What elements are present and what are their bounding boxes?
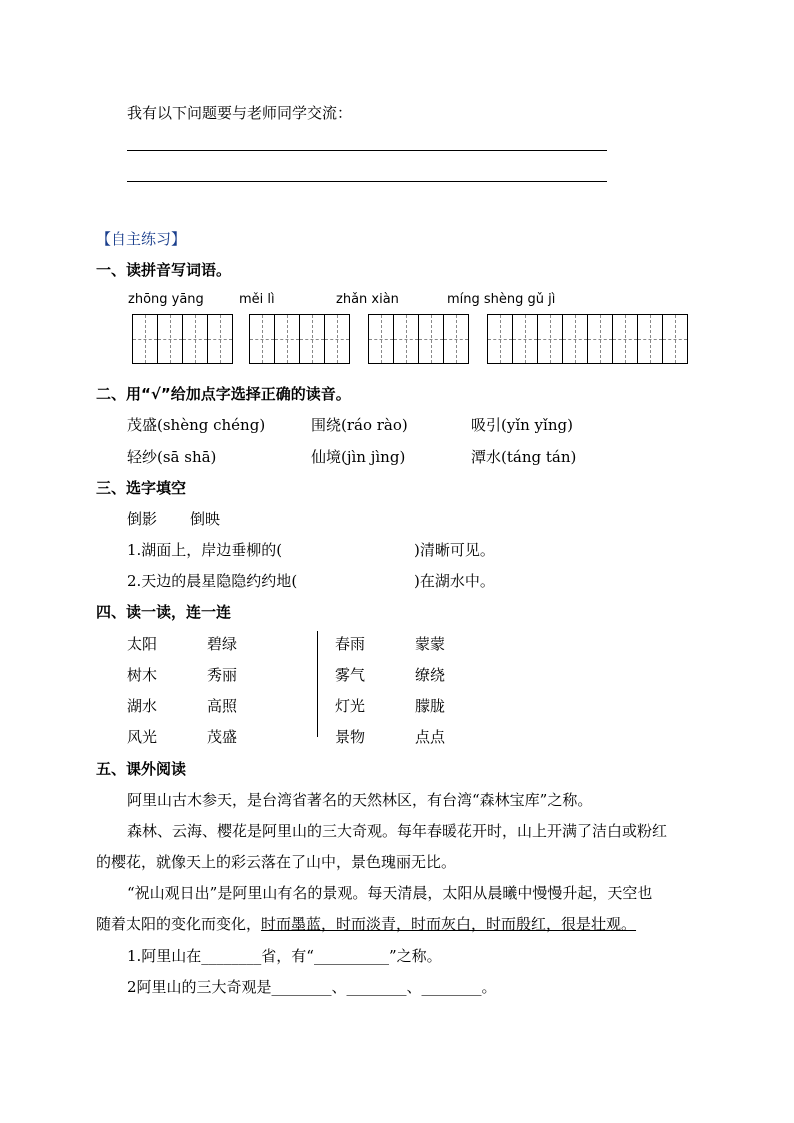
pinyin-1: zhōng yāng [128, 292, 204, 307]
reading-paragraph-2-line-1: 森林、云海、樱花是阿里山的三大奇观。每年春暖花开时，山上开满了洁白或粉红 [127, 822, 668, 840]
reading-paragraph-1: 阿里山古木参天，是台湾省著名的天然林区，有台湾“森林宝库”之称。 [127, 791, 593, 809]
match-word[interactable]: 缭绕 [415, 666, 446, 684]
question-prompt: 我有以下问题要与老师同学交流： [127, 104, 353, 122]
match-word[interactable]: 湖水 [127, 697, 158, 715]
question-5-title: 五、课外阅读 [96, 760, 187, 778]
word-option: 倒影 [127, 510, 158, 528]
reading-paragraph-3-line-2 [96, 913, 636, 934]
question-2-title: 二、用“√”给加点字选择正确的读音。 [96, 385, 351, 403]
pinyin-2: měi lì [239, 292, 275, 307]
match-word[interactable]: 太阳 [127, 635, 158, 653]
paragraph-text: 随着太阳的变化而变化， [96, 915, 262, 933]
reading-option[interactable]: 围绕(ráo rào) [311, 416, 408, 434]
writing-grid-2[interactable] [249, 314, 350, 364]
match-word[interactable]: 树木 [127, 666, 158, 684]
match-word[interactable]: 茂盛 [207, 728, 238, 746]
match-word[interactable]: 高照 [207, 697, 238, 715]
match-word[interactable]: 蒙蒙 [415, 635, 446, 653]
writing-grid-3[interactable] [368, 314, 469, 364]
sentence-2-start: 2.天边的晨星隐隐约约地( [127, 572, 298, 590]
reading-paragraph-3-line-1: “祝山观日出”是阿里山有名的景观。每天清晨，太阳从晨曦中慢慢升起，天空也 [127, 884, 653, 902]
sentence-1-start: 1.湖面上，岸边垂柳的( [127, 541, 283, 559]
section-title: 【自主练习】 [96, 230, 187, 248]
question-3-title: 三、选字填空 [96, 479, 187, 497]
reading-question-1[interactable]: 1.阿里山在________省，有“__________”之称。 [127, 947, 442, 965]
match-word[interactable]: 景物 [335, 728, 366, 746]
reading-option[interactable]: 仙境(jìn jìng) [311, 448, 406, 466]
pinyin-4: míng shèng gǔ jì [447, 292, 556, 307]
underlined-sentence: 时而墨蓝，时而淡青，时而灰白，时而殷红，很是壮观。 [261, 915, 637, 933]
reading-option[interactable]: 吸引(yǐn yǐng) [471, 416, 573, 434]
reading-option[interactable]: 轻纱(sā shā) [127, 448, 217, 466]
match-word[interactable]: 灯光 [335, 697, 366, 715]
reading-paragraph-2-line-2: 的樱花，就像天上的彩云落在了山中，景色瑰丽无比。 [96, 853, 457, 871]
question-1-title: 一、读拼音写词语。 [96, 261, 232, 279]
match-word[interactable]: 朦胧 [415, 697, 446, 715]
match-word[interactable]: 春雨 [335, 635, 366, 653]
match-word[interactable]: 雾气 [335, 666, 366, 684]
reading-option[interactable]: 茂盛(shèng chéng) [127, 416, 266, 434]
answer-line[interactable] [127, 150, 607, 151]
question-4-title: 四、读一读，连一连 [96, 603, 232, 621]
reading-option[interactable]: 潭水(táng tán) [471, 448, 577, 466]
writing-grid-1[interactable] [132, 314, 233, 364]
pinyin-3: zhǎn xiàn [336, 292, 399, 307]
match-word[interactable]: 点点 [415, 728, 446, 746]
answer-line[interactable] [127, 181, 607, 182]
sentence-1-end: )清晰可见。 [414, 541, 495, 559]
match-word[interactable]: 风光 [127, 728, 158, 746]
sentence-2-end: )在湖水中。 [414, 572, 495, 590]
match-word[interactable]: 碧绿 [207, 635, 238, 653]
match-word[interactable]: 秀丽 [207, 666, 238, 684]
column-divider [317, 631, 318, 737]
word-option: 倒映 [190, 510, 221, 528]
writing-grid-4[interactable] [487, 314, 688, 364]
reading-question-2[interactable]: 2阿里山的三大奇观是________、________、________。 [127, 978, 497, 996]
